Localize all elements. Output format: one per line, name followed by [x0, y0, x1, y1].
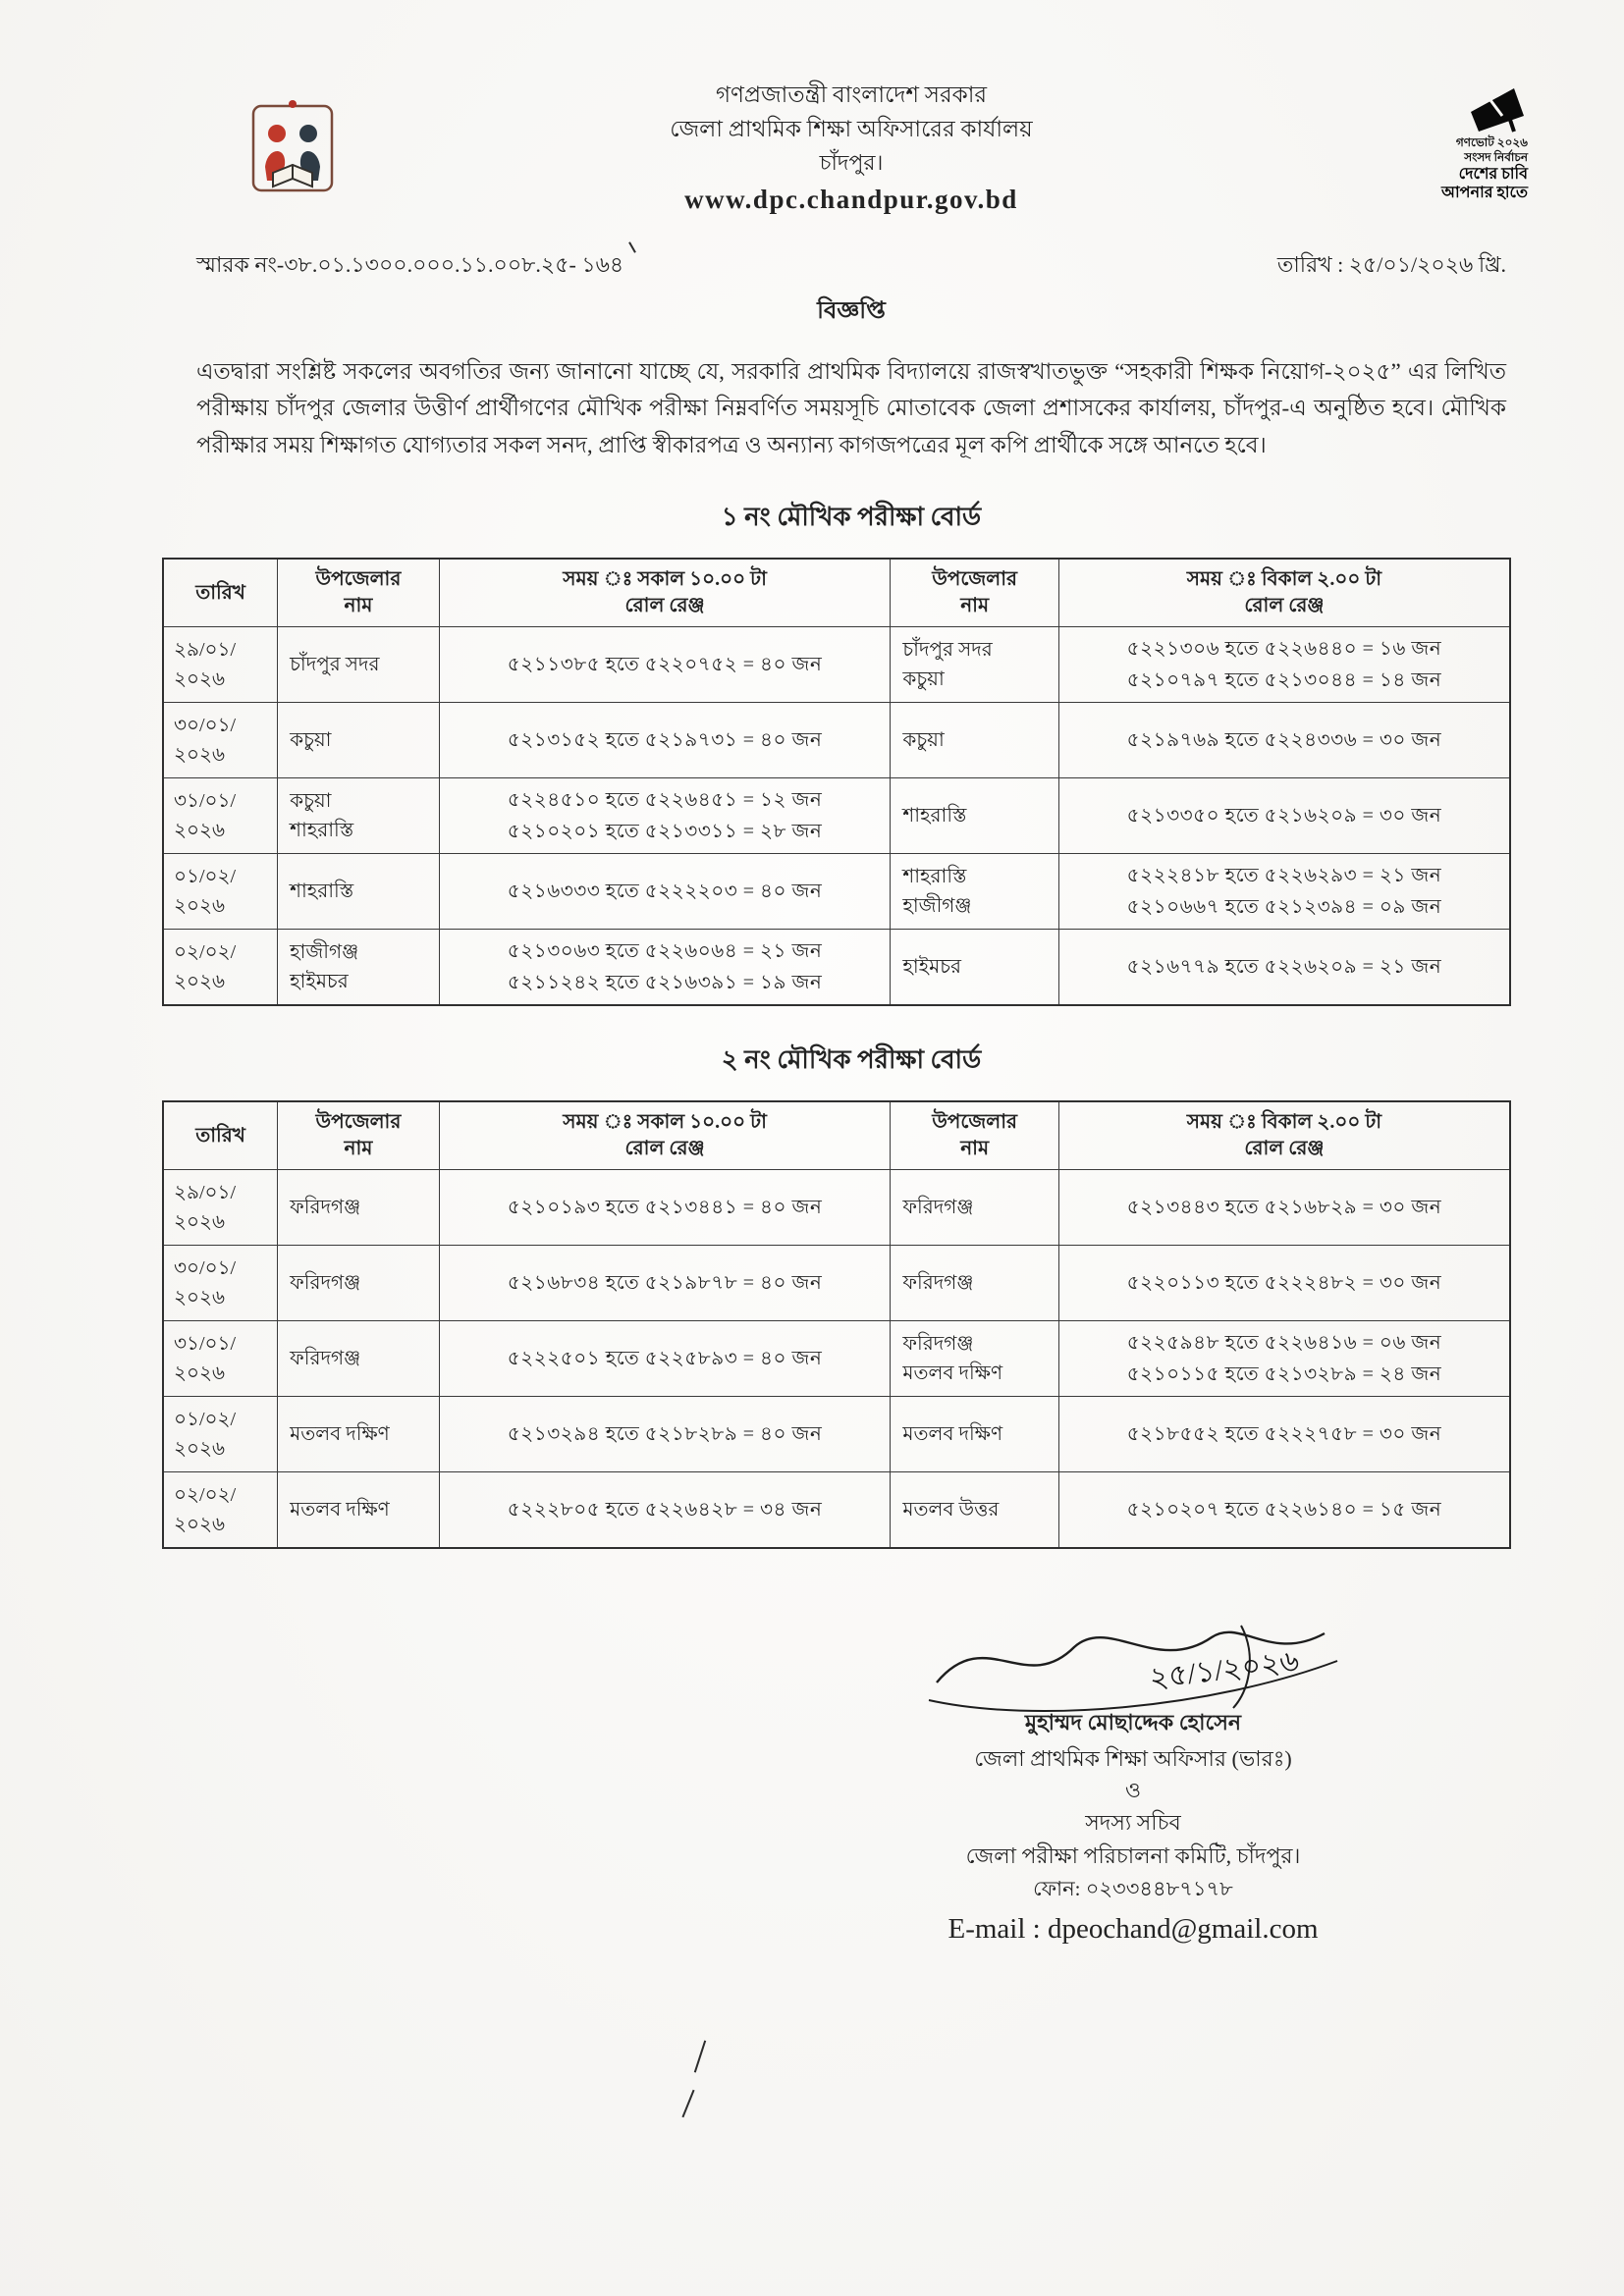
header-line: নাম — [960, 595, 990, 616]
cell-line: ২০২৬ — [174, 895, 226, 918]
header-line: রোল রেঞ্জ — [624, 595, 705, 616]
signatory-name: মুহাম্মদ মোছাদ্দেক হোসেন — [1024, 1709, 1242, 1735]
signatory-committee: জেলা পরীক্ষা পরিচালনা কমিটি, চাঁদপুর। — [965, 1842, 1301, 1868]
date-cell — [163, 1170, 278, 1246]
table-row — [163, 1321, 1510, 1397]
table2-title: ২ নং মৌখিক পরীক্ষা বোর্ড — [721, 1044, 982, 1074]
stamp-line: সংসদ নির্বাচন — [1464, 150, 1528, 164]
office-line: জেলা প্রাথমিক শিক্ষা অফিসারের কার্যালয় — [670, 116, 1033, 141]
upazila-afternoon-cell — [891, 1472, 1059, 1548]
cell-line: হাজীগঞ্জ — [902, 895, 972, 918]
date-cell — [163, 1321, 278, 1397]
cell-line: ৫২১০২০১ হতে ৫২১৩৩১১ = ২৮ জন — [507, 821, 823, 843]
cell-line: ০২/০২/ — [174, 1484, 237, 1506]
header-line: রোল রেঞ্জ — [1244, 595, 1325, 616]
cell-line: ৫২২৪৫১০ হতে ৫২২৬৪৫১ = ১২ জন — [507, 789, 823, 812]
signatory-designation: জেলা প্রাথমিক শিক্ষা অফিসার (ভারঃ) — [974, 1745, 1292, 1771]
cell-line: চাঁদপুর সদর — [290, 654, 380, 676]
stamp-line: দেশের চাবি — [1458, 166, 1528, 183]
cell-line: মতলব দক্ষিণ — [290, 1423, 390, 1446]
date-cell — [163, 854, 278, 930]
date-cell — [163, 1472, 278, 1548]
signature-scribble-icon — [917, 1606, 1349, 1722]
stamp-line: আপনার হাতে — [1441, 185, 1528, 202]
upazila-morning-cell — [278, 854, 440, 930]
cell-line: ৫২১১২৪২ হতে ৫২১৬৩৯১ = ১৯ জন — [507, 972, 823, 993]
col-header-upazila-morning — [278, 1101, 440, 1170]
cell-line: ২০২৬ — [174, 971, 226, 992]
handwritten-signature — [829, 1606, 1437, 1722]
upazila-morning-cell — [278, 1321, 440, 1397]
election-flag-icon — [1465, 86, 1528, 133]
upazila-afternoon-cell — [891, 703, 1059, 778]
table-row — [163, 1170, 1510, 1246]
cell-line: ফরিদগঞ্জ — [290, 1272, 361, 1295]
cell-line: হাইমচর — [902, 956, 961, 978]
exam-board-table-1 — [162, 558, 1511, 1006]
rolls-morning-cell — [439, 1170, 891, 1246]
header-line: সময় ঃ সকাল ১০.০০ টা — [563, 568, 767, 590]
upazila-morning-cell — [278, 1170, 440, 1246]
cell-line: ৫২১৯৭৬৯ হতে ৫২২৪৩৩৬ = ৩০ জন — [1126, 729, 1442, 752]
election-stamp — [1380, 86, 1528, 202]
cell-line: ৫২১৬৩৩৩ হতে ৫২২২২০৩ = ৪০ জন — [507, 881, 823, 903]
cell-line: শাহরাস্তি — [902, 866, 967, 888]
cell-line: মতলব দক্ষিণ — [290, 1499, 390, 1521]
header-line: সময় ঃ বিকাল ২.০০ টা — [1186, 1111, 1382, 1133]
col-header-upazila-morning — [278, 559, 440, 627]
col-header-date: তারিখ — [163, 1101, 278, 1170]
date-cell — [163, 1397, 278, 1472]
office-logo — [247, 96, 338, 198]
rolls-afternoon-cell — [1058, 627, 1510, 703]
cell-line: ২০২৬ — [174, 1362, 226, 1385]
col-header-time-morning — [439, 559, 891, 627]
table-header-row — [163, 559, 1510, 627]
header-line: নাম — [344, 595, 373, 616]
phone-line: ফোন: ০২৩৩৪৪৮৭১৭৮ — [1033, 1876, 1233, 1900]
cell-line: ০১/০২/ — [174, 1409, 237, 1431]
upazila-afternoon-cell — [891, 1397, 1059, 1472]
table-row — [163, 1397, 1510, 1472]
cell-line: ৩০/০১/ — [174, 715, 237, 737]
rolls-afternoon-cell — [1058, 854, 1510, 930]
header-line: উপজেলার — [932, 568, 1018, 590]
cell-line: ৫২২১৩০৬ হতে ৫২২৬৪৪০ = ১৬ জন — [1126, 638, 1442, 661]
upazila-morning-cell — [278, 703, 440, 778]
cell-line: ফরিদগঞ্জ — [290, 1348, 361, 1370]
signature-block — [829, 1606, 1437, 1947]
district-line: চাঁদপুর। — [819, 150, 884, 175]
table-row — [163, 627, 1510, 703]
cell-line: ফরিদগঞ্জ — [290, 1197, 361, 1219]
upazila-morning-cell — [278, 1246, 440, 1321]
upazila-morning-cell — [278, 930, 440, 1005]
cell-line: ৫২১০২০৭ হতে ৫২২৬১৪০ = ১৫ জন — [1126, 1499, 1442, 1521]
table-row — [163, 1246, 1510, 1321]
upazila-afternoon-cell — [891, 854, 1059, 930]
upazila-afternoon-cell — [891, 1170, 1059, 1246]
upazila-afternoon-cell — [891, 627, 1059, 703]
col-header-date: তারিখ — [163, 559, 278, 627]
header-line: নাম — [960, 1138, 990, 1159]
col-header-time-morning — [439, 1101, 891, 1170]
cell-line: ফরিদগঞ্জ — [902, 1272, 974, 1295]
date-cell — [163, 930, 278, 1005]
rolls-afternoon-cell — [1058, 1321, 1510, 1397]
upazila-afternoon-cell — [891, 1246, 1059, 1321]
table-row — [163, 1472, 1510, 1548]
upazila-morning-cell — [278, 1397, 440, 1472]
signature-date-text: ২৫/১/২০২৬ — [1147, 1644, 1301, 1695]
rolls-afternoon-cell — [1058, 703, 1510, 778]
rolls-morning-cell — [439, 1246, 891, 1321]
cell-line: হাইমচর — [290, 971, 349, 992]
upazila-afternoon-cell — [891, 1321, 1059, 1397]
cell-line: ৫২১৬৭৭৯ হতে ৫২২৬২০৯ = ২১ জন — [1126, 956, 1442, 978]
table1-title: ১ নং মৌখিক পরীক্ষা বোর্ড — [721, 502, 982, 531]
rolls-morning-cell — [439, 1472, 891, 1548]
exam-board-table-2 — [162, 1100, 1511, 1549]
memo-row — [196, 248, 1506, 285]
signatory-conjunction: ও — [1124, 1777, 1142, 1802]
memo-date: তারিখ : ২৫/০১/২০২৬ খ্রি. — [1276, 252, 1506, 277]
cell-line: কচুয়া — [290, 790, 332, 813]
cell-line: ০২/০২/ — [174, 941, 237, 963]
cell-line: ২০২৬ — [174, 1438, 226, 1461]
date-cell — [163, 1246, 278, 1321]
col-header-upazila-afternoon — [891, 559, 1059, 627]
cell-line: ৫২২২৫০১ হতে ৫২২৫৮৯৩ = ৪০ জন — [507, 1348, 823, 1370]
cell-line: ৫২১৩৪৪৩ হতে ৫২১৬৮২৯ = ৩০ জন — [1126, 1197, 1442, 1219]
table-row — [163, 854, 1510, 930]
rolls-morning-cell — [439, 778, 891, 854]
cell-line: ৫২১৮৫৫২ হতে ৫২২২৭৫৮ = ৩০ জন — [1126, 1423, 1442, 1446]
upazila-morning-cell — [278, 778, 440, 854]
header-line: সময় ঃ বিকাল ২.০০ টা — [1186, 568, 1382, 590]
cell-line: ৫২২০১১৩ হতে ৫২২২৪৮২ = ৩০ জন — [1126, 1272, 1442, 1295]
header-line: নাম — [344, 1138, 373, 1159]
email-line: E-mail : dpeochand@gmail.com — [947, 1913, 1319, 1946]
upazila-afternoon-cell — [891, 930, 1059, 1005]
cell-line: শাহরাস্তি — [902, 805, 967, 828]
date-cell — [163, 778, 278, 854]
table-row — [163, 778, 1510, 854]
cell-line: ৫২১৩২৯৪ হতে ৫২১৮২৮৯ = ৪০ জন — [507, 1423, 823, 1446]
cell-line: মতলব উত্তর — [902, 1499, 1000, 1521]
cell-line: শাহরাস্তি — [290, 820, 354, 842]
col-header-upazila-afternoon — [891, 1101, 1059, 1170]
cell-line: ৫২১০১১৫ হতে ৫২১৩২৮৯ = ২৪ জন — [1126, 1363, 1442, 1386]
header-line: রোল রেঞ্জ — [1244, 1138, 1325, 1159]
rolls-morning-cell — [439, 854, 891, 930]
cell-line: ফরিদগঞ্জ — [902, 1333, 974, 1356]
website-line: www.dpc.chandpur.gov.bd — [684, 185, 1018, 214]
cell-line: ২০২৬ — [174, 820, 226, 842]
upazila-afternoon-cell — [891, 778, 1059, 854]
rolls-afternoon-cell — [1058, 1472, 1510, 1548]
cell-line: মতলব দক্ষিণ — [902, 1423, 1003, 1446]
pen-mark — [694, 2041, 706, 2073]
pen-mark — [681, 2090, 694, 2118]
cell-line: ৫২২২৮০৫ হতে ৫২২৬৪২৮ = ৩৪ জন — [507, 1499, 823, 1521]
cell-line: ৫২১৬৮৩৪ হতে ৫২১৯৮৭৮ = ৪০ জন — [507, 1272, 823, 1295]
cell-line: ২০২৬ — [174, 1287, 226, 1309]
upazila-morning-cell — [278, 627, 440, 703]
cell-line: ফরিদগঞ্জ — [902, 1197, 974, 1219]
cell-line: চাঁদপুর সদর — [902, 639, 993, 662]
header-line: উপজেলার — [315, 1111, 402, 1133]
cell-line: ৫২১৩১৫২ হতে ৫২১৯৭৩১ = ৪০ জন — [507, 729, 823, 752]
signatory-role: সদস্য সচিব — [1085, 1809, 1181, 1835]
cell-line: ৫২১১৩৮৫ হতে ৫২২০৭৫২ = ৪০ জন — [507, 654, 823, 676]
table-row — [163, 930, 1510, 1005]
table-header-row — [163, 1101, 1510, 1170]
rolls-morning-cell — [439, 1321, 891, 1397]
memo-number: স্মারক নং-৩৮.০১.১৩০০.০০০.১১.০০৮.২৫- ১৬৪ — [196, 252, 624, 277]
cell-line: হাজীগঞ্জ — [290, 941, 359, 963]
rolls-morning-cell — [439, 1397, 891, 1472]
government-line: গণপ্রজাতন্ত্রী বাংলাদেশ সরকার — [715, 82, 988, 107]
rolls-afternoon-cell — [1058, 1170, 1510, 1246]
cell-line: ৩১/০১/ — [174, 1333, 237, 1356]
cell-line: ৫২২২৪১৮ হতে ৫২২৬২৯৩ = ২১ জন — [1126, 865, 1442, 887]
cell-line: কচুয়া — [902, 668, 945, 691]
cell-line: শাহরাস্তি — [290, 881, 354, 903]
cell-line: ২০২৬ — [174, 744, 226, 767]
cell-line: ০১/০২/ — [174, 866, 237, 888]
upazila-morning-cell — [278, 1472, 440, 1548]
cell-line: কচুয়া — [902, 729, 945, 752]
cell-line: ৫২১০৬৬৭ হতে ৫২১২৩৯৪ = ০৯ জন — [1126, 896, 1442, 919]
cell-line: ২০২৬ — [174, 668, 226, 691]
children-reading-emblem-icon — [247, 96, 338, 198]
cell-line: ৫২২৫৯৪৮ হতে ৫২২৬৪১৬ = ০৬ জন — [1126, 1332, 1442, 1355]
rolls-afternoon-cell — [1058, 1246, 1510, 1321]
rolls-morning-cell — [439, 930, 891, 1005]
rolls-morning-cell — [439, 627, 891, 703]
cell-line: মতলব দক্ষিণ — [902, 1362, 1003, 1385]
cell-line: ২৯/০১/ — [174, 639, 237, 662]
cell-line: ৫২১০১৯৩ হতে ৫২১৩৪৪১ = ৪০ জন — [507, 1197, 823, 1219]
cell-line: ৩০/০১/ — [174, 1257, 237, 1280]
cell-line: ৫২১৩৩৫০ হতে ৫২১৬২০৯ = ৩০ জন — [1126, 805, 1442, 828]
notice-title: বিজ্ঞপ্তি — [817, 298, 886, 324]
header-line: উপজেলার — [315, 568, 402, 590]
table-row — [163, 703, 1510, 778]
letterhead — [196, 79, 1506, 215]
rolls-afternoon-cell — [1058, 930, 1510, 1005]
rolls-afternoon-cell — [1058, 778, 1510, 854]
header-line: উপজেলার — [932, 1111, 1018, 1133]
stamp-line: গণভোট ২০২৬ — [1455, 135, 1528, 149]
rolls-morning-cell — [439, 703, 891, 778]
rolls-afternoon-cell — [1058, 1397, 1510, 1472]
col-header-time-afternoon — [1058, 1101, 1510, 1170]
cell-line: ২০২৬ — [174, 1211, 226, 1234]
cell-line: ২০২৬ — [174, 1514, 226, 1535]
cell-line: কচুয়া — [290, 729, 332, 752]
col-header-time-afternoon — [1058, 559, 1510, 627]
notice-body: এতদ্বারা সংশ্লিষ্ট সকলের অবগতির জন্য জানানো যাচ্ছে যে, সরকারি প্রাথমিক বিদ্যালয়ে রাজস্বখাতভুক্ত “সহকারী শিক্ষক নিয়োগ-২০২৫” এর লিখিত পরীক্ষায় চাঁদপুর জেলার উত্তীর্ণ প্রার্থীগণের মৌখিক পরীক্ষা নিম্নবর্ণিত সময়সূচি মোতাবেক জেলা প্রশাসকের কার্যালয়, চাঁদপুর-এ অনুষ্ঠিত হবে। মৌখিক পরীক্ষার সময় শিক্ষাগত যোগ্যতার সকল সনদ, প্রাপ্তি স্বীকারপত্র ও অন্যান্য কাগজপত্রের মূল কপি প্রার্থীকে সঙ্গে আনতে হবে। — [196, 359, 1506, 457]
header-line: রোল রেঞ্জ — [624, 1138, 705, 1159]
cell-line: ৫২১৩০৬৩ হতে ৫২২৬০৬৪ = ২১ জন — [507, 940, 823, 962]
cell-line: ৩১/০১/ — [174, 790, 237, 813]
cell-line: ২৯/০১/ — [174, 1182, 237, 1204]
date-cell — [163, 627, 278, 703]
date-cell — [163, 703, 278, 778]
header-line: সময় ঃ সকাল ১০.০০ টা — [563, 1111, 767, 1133]
cell-line: ৫২১০৭৯৭ হতে ৫২১৩০৪৪ = ১৪ জন — [1126, 669, 1442, 692]
